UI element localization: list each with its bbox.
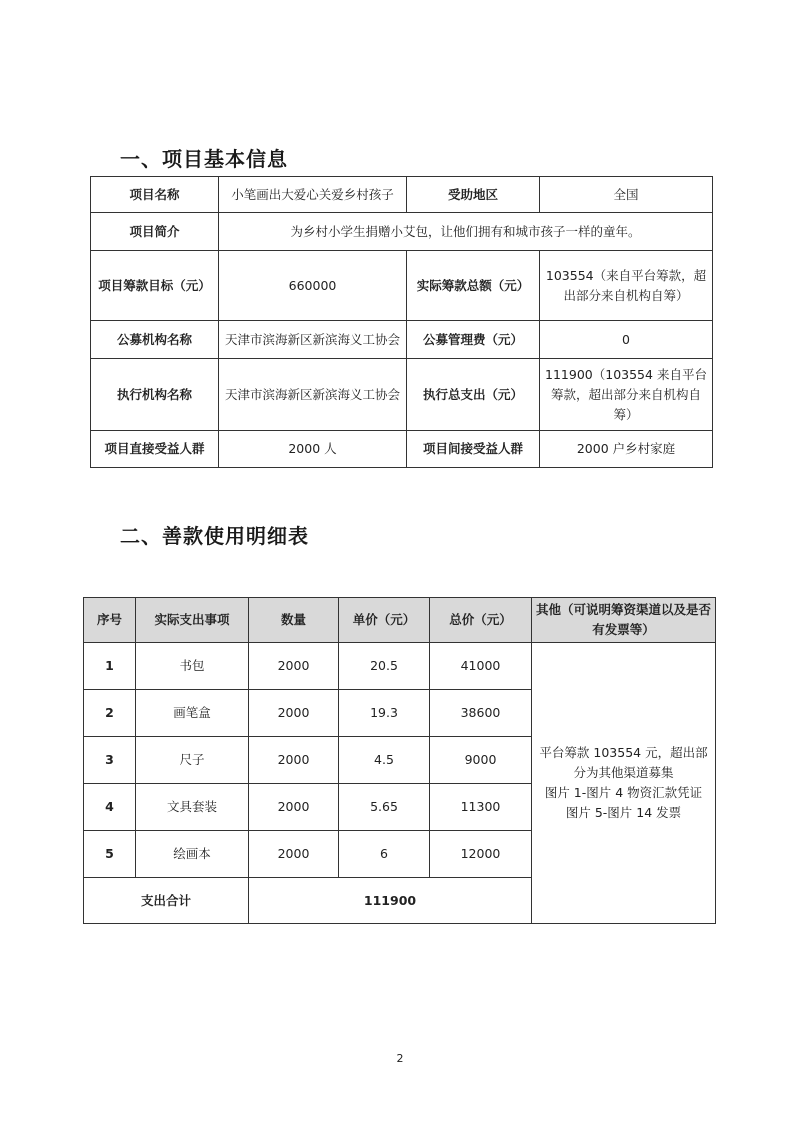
value-management-fee: 0 [540,321,713,359]
row-total-price: 9000 [430,737,532,784]
table-row [84,643,716,690]
row-total-price: 38600 [430,690,532,737]
row-index: 2 [84,690,136,737]
label-indirect-beneficiaries: 项目间接受益人群 [407,431,540,468]
header-unit-price: 单价（元） [339,598,430,643]
table-row [91,431,713,468]
value-aid-region: 全国 [540,177,713,213]
value-project-name: 小笔画出大爱心关爱乡村孩子 [219,177,407,213]
row-item: 画笔盒 [136,690,249,737]
row-unit-price: 5.65 [339,784,430,831]
row-index: 3 [84,737,136,784]
value-project-summary: 为乡村小学生捐赠小艾包，让他们拥有和城市孩子一样的童年。 [219,213,713,251]
label-actual-raised: 实际筹款总额（元） [407,251,540,321]
label-project-summary: 项目简介 [91,213,219,251]
header-quantity: 数量 [249,598,339,643]
table-row [91,359,713,431]
value-actual-raised: 103554（来自平台筹款，超出部分来自机构自筹） [540,251,713,321]
row-total-price: 11300 [430,784,532,831]
value-indirect-beneficiaries: 2000 户乡村家庭 [540,431,713,468]
row-total-price: 41000 [430,643,532,690]
funding-note-line: 图片 1-图片 4 物资汇款凭证 [544,785,703,800]
value-total-expense: 111900（103554 来自平台筹款，超出部分来自机构自筹） [540,359,713,431]
total-label: 支出合计 [84,878,249,924]
value-public-org: 天津市滨海新区新滨海义工协会 [219,321,407,359]
row-item: 文具套装 [136,784,249,831]
row-quantity: 2000 [249,784,339,831]
header-item: 实际支出事项 [136,598,249,643]
table-row [91,321,713,359]
row-index: 4 [84,784,136,831]
label-public-org: 公募机构名称 [91,321,219,359]
row-index: 1 [84,643,136,690]
label-direct-beneficiaries: 项目直接受益人群 [91,431,219,468]
row-index: 5 [84,831,136,878]
row-quantity: 2000 [249,643,339,690]
row-quantity: 2000 [249,737,339,784]
page-number: 2 [396,1052,404,1065]
label-management-fee: 公募管理费（元） [407,321,540,359]
project-info-table [90,176,713,468]
value-executing-org: 天津市滨海新区新滨海义工协会 [219,359,407,431]
table-row [91,177,713,213]
header-index: 序号 [84,598,136,643]
header-total-price: 总价（元） [430,598,532,643]
row-quantity: 2000 [249,831,339,878]
label-total-expense: 执行总支出（元） [407,359,540,431]
total-value: 111900 [249,878,532,924]
row-unit-price: 20.5 [339,643,430,690]
section-title-basic-info: 一、项目基本信息 [120,147,288,171]
expense-detail-table [83,597,716,924]
table-row [91,213,713,251]
header-other: 其他（可说明筹资渠道以及是否有发票等） [532,598,716,643]
row-unit-price: 6 [339,831,430,878]
row-unit-price: 4.5 [339,737,430,784]
row-item: 书包 [136,643,249,690]
funding-note-line: 图片 5-图片 14 发票 [565,805,682,820]
label-executing-org: 执行机构名称 [91,359,219,431]
label-fundraising-goal: 项目筹款目标（元） [91,251,219,321]
value-fundraising-goal: 660000 [219,251,407,321]
row-item: 绘画本 [136,831,249,878]
table-row [91,251,713,321]
label-aid-region: 受助地区 [407,177,540,213]
row-item: 尺子 [136,737,249,784]
table-header-row [84,598,716,643]
row-total-price: 12000 [430,831,532,878]
row-quantity: 2000 [249,690,339,737]
value-direct-beneficiaries: 2000 人 [219,431,407,468]
funding-note-line: 平台筹款 103554 元，超出部分为其他渠道募集 [539,745,708,780]
row-unit-price: 19.3 [339,690,430,737]
label-project-name: 项目名称 [91,177,219,213]
section-title-expense-detail: 二、善款使用明细表 [120,524,309,548]
funding-note-cell [532,643,716,924]
